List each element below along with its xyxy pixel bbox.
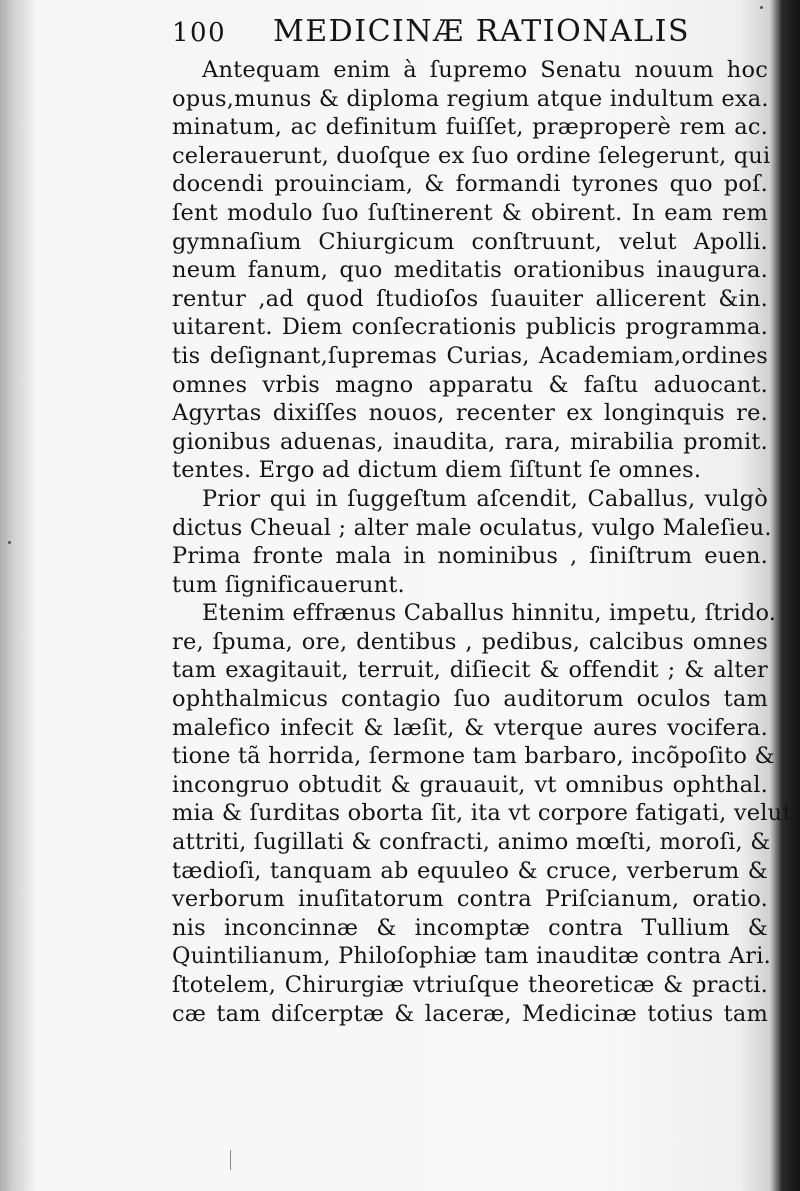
text-line: re, ſpuma, ore, dentibus , pedibus, calcibus omnes (172, 628, 768, 655)
text-line: Antequam enim à ſupremo Senatu nouum hoc (202, 57, 768, 83)
text-line: minatum, ac definitum fuiſſet, præproperè rem ac. (172, 114, 768, 141)
running-title: MEDICINÆ RATIONALIS (273, 14, 690, 49)
text-line: ophthalmicus contagio ſuo auditorum oculos tam (172, 686, 768, 713)
text-line: tam exagitauit, terruit, diſiecit & offendit ; & alter (172, 657, 768, 684)
text-line: tum ſignificauerunt. (172, 571, 405, 598)
text-line: tædioſi, tanquam ab equuleo & cruce, verberum & (172, 857, 768, 884)
text-line: docendi prouinciam, & formandi tyrones quo poſ. (172, 171, 768, 198)
text-line: opus,munus & diploma regium atque indultum exa. (172, 85, 769, 112)
text-line: Quintilianum, Philoſophiæ tam inauditæ contra Ari. (172, 943, 771, 970)
text-line: Etenim effrænus Caballus hinnitu, impetu, ſtrido. (202, 600, 777, 627)
text-line: gionibus aduenas, inaudita, rara, mirabilia promit. (172, 428, 768, 455)
text-line: tentes. Ergo ad dictum diem ſiſtunt ſe omnes. (172, 457, 702, 484)
text-line: verborum inuſitatorum contra Priſcianum, oratio. (172, 886, 768, 913)
text-line: malefico infecit & læſit, & vterque aures vocifera. (172, 714, 768, 741)
text-line: ſtotelem, Chirurgiæ vtriuſque theoreticæ & practi. (172, 972, 768, 998)
body-text (172, 56, 792, 1028)
ink-speck (760, 6, 763, 9)
text-line: uitarent. Diem conſecrationis publicis programma. (172, 314, 768, 341)
gutter-shadow (0, 0, 36, 1191)
text-line: omnes vrbis magno apparatu & faſtu aduocant. (172, 371, 768, 398)
text-line: Agyrtas dixiſſes nouos, recenter ex longinquis re. (172, 400, 768, 427)
text-line: dictus Cheual ; alter male oculatus, vulgo Maleſieu. (172, 514, 772, 541)
text-line: tione tã horrida, ſermone tam barbaro, incõpoſito & (172, 743, 775, 770)
text-line: Prior qui in ſuggeſtum aſcendit, Caballus, vulgò (202, 485, 768, 512)
text-line: mia & ſurditas oborta ſit, ita vt corpore fatigati, velut (172, 800, 792, 827)
margin-mark (230, 1150, 235, 1170)
text-line: tis deſignant,ſupremas Curias, Academiam,ordines (172, 342, 768, 369)
page-number: 100 (172, 18, 227, 48)
running-head (172, 14, 712, 54)
text-line: neum fanum, quo meditatis orationibus inaugura. (172, 257, 768, 284)
text-line: incongruo obtudit & grauauit, vt omnibus ophthal. (172, 771, 768, 798)
text-line: celerauerunt, duoſque ex ſuo ordine ſelegerunt, qui (172, 142, 771, 169)
ink-speck (8, 541, 11, 544)
text-line: cæ tam diſcerptæ & laceræ, Medicinæ totius tam (172, 1000, 768, 1027)
text-line: gymnaſium Chiurgicum conſtruunt, velut Apolli. (172, 228, 768, 255)
text-line: attriti, ſugillati & confracti, animo mœſti, moroſi, & (172, 829, 771, 856)
text-line: nis inconcinnæ & incomptæ contra Tullium & (172, 914, 768, 941)
text-line: ſent modulo ſuo ſuſtinerent & obirent. In eam rem (172, 199, 768, 226)
text-line: rentur ,ad quod ſtudioſos ſuauiter allicerent &in. (172, 285, 768, 312)
text-line: Prima fronte mala in nominibus , ſiniſtrum euen. (172, 543, 768, 570)
